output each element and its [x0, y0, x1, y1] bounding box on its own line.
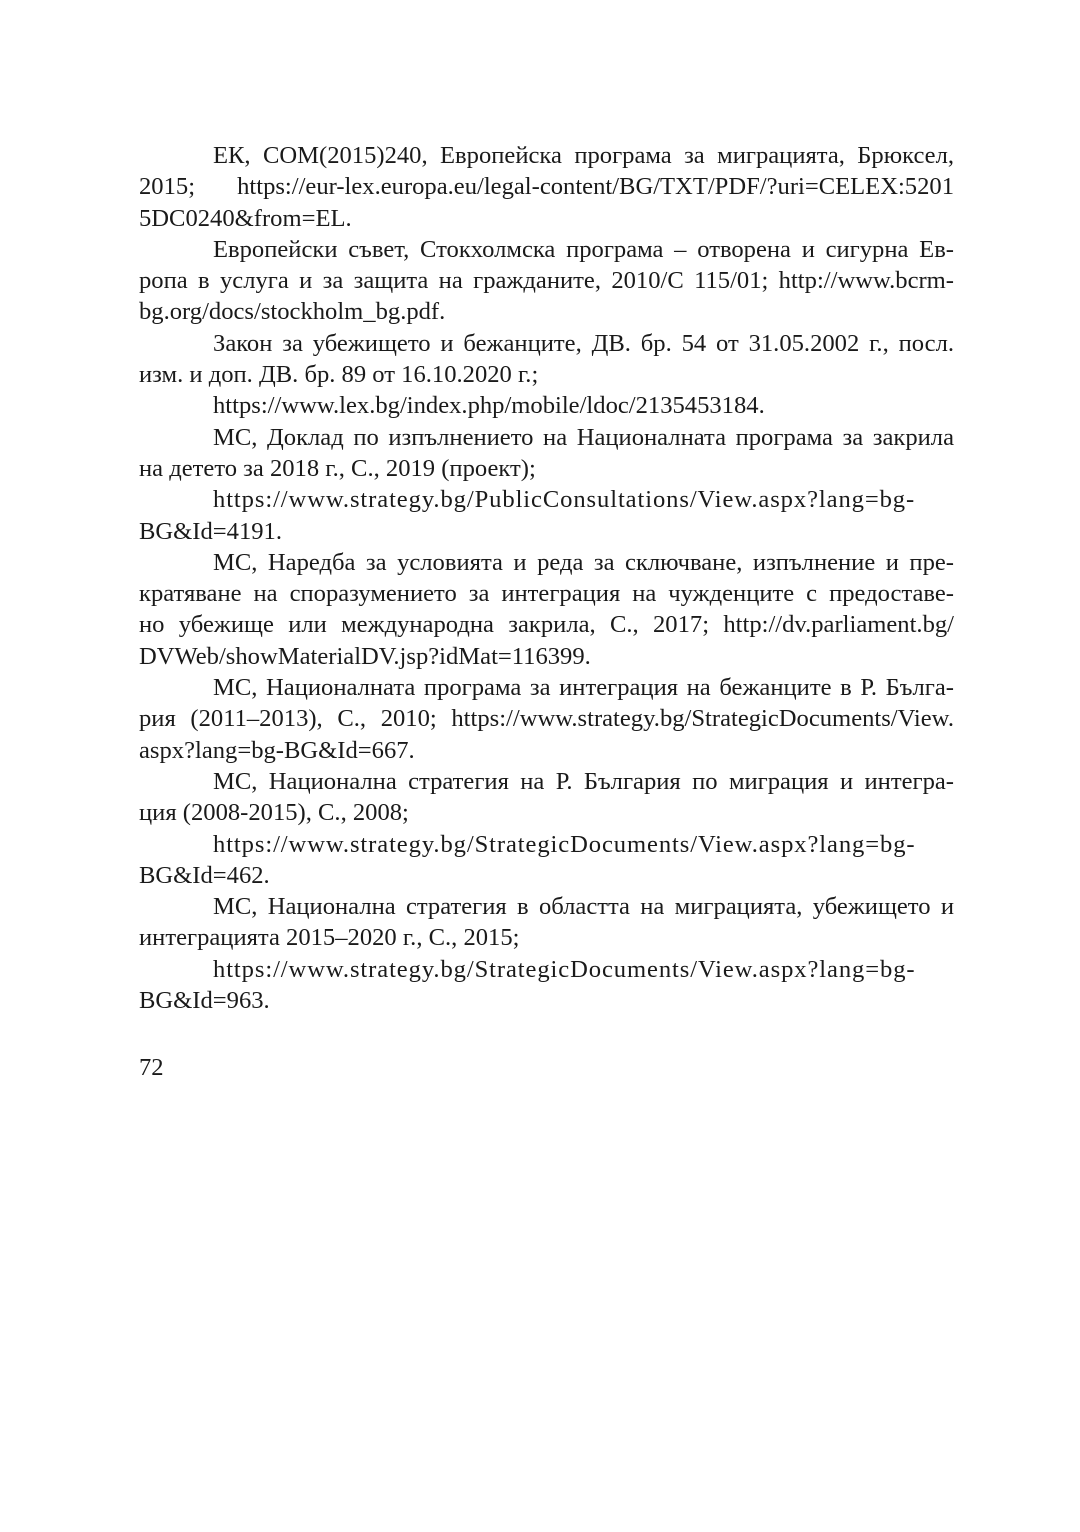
- reference-line: ЕК, COM(2015)240, Европейска програма за миграцията, Брюксел,: [213, 142, 954, 169]
- reference-line: https://www.strategy.bg/PublicConsultations/View.aspx?lang=bg-: [213, 486, 916, 514]
- reference-line: bg.org/docs/stockholm_bg.pdf.: [139, 298, 446, 326]
- reference-line: BG&Id=963.: [139, 987, 270, 1015]
- reference-line: МС, Доклад по изпълнението на Националната програма за закрила: [213, 423, 954, 451]
- reference-entry: [139, 234, 954, 328]
- reference-line: BG&Id=4191.: [139, 517, 282, 545]
- reference-line: изм. и доп. ДВ. бр. 89 от 16.10.2020 г.;: [139, 361, 539, 389]
- reference-line: https://www.strategy.bg/StrategicDocuments/View.aspx?lang=bg-: [213, 955, 916, 983]
- reference-line: 5DC0240&from=EL.: [139, 204, 352, 232]
- reference-line: https://www.lex.bg/index.php/mobile/ldoc/2135453184.: [213, 392, 765, 420]
- reference-line: МС, Национална стратегия в областта на миграцията, убежището и: [213, 893, 954, 921]
- reference-entry: [139, 672, 954, 766]
- reference-list: [139, 140, 954, 1016]
- reference-line: интеграцията 2015–2020 г., С., 2015;: [139, 924, 520, 952]
- reference-line: aspx?lang=bg-BG&Id=667.: [139, 736, 415, 764]
- reference-line: рия (2011–2013), С., 2010; https://www.strategy.bg/StrategicDocuments/View.: [139, 705, 954, 733]
- reference-entry: [139, 422, 954, 547]
- reference-line: https://www.strategy.bg/StrategicDocuments/View.aspx?lang=bg-: [213, 830, 916, 858]
- reference-line: DVWeb/showMaterialDV.jsp?idMat=116399.: [139, 642, 591, 670]
- page-number: 72: [139, 1054, 164, 1081]
- reference-line: но убежище или международна закрила, С., 2017; http://dv.parliament.bg/: [139, 611, 954, 639]
- reference-line: Закон за убежището и бежанците, ДВ. бр. 54 от 31.05.2002 г., посл.: [213, 329, 954, 357]
- reference-entry: [139, 891, 954, 1016]
- reference-entry: [139, 547, 954, 672]
- reference-entry: [139, 328, 954, 422]
- reference-line: ропа в услуга и за защита на гражданите, 2010/C 115/01; http://www.bcrm-: [139, 267, 954, 295]
- reference-entry: [139, 766, 954, 891]
- reference-line: 2015; https://eur-lex.europa.eu/legal-content/BG/TXT/PDF/?uri=CELEX:5201: [139, 173, 954, 201]
- reference-entry: [139, 140, 954, 234]
- reference-line: ция (2008-2015), С., 2008;: [139, 799, 409, 827]
- reference-line: МС, Националната програма за интеграция на бежанците в Р. Бълга-: [213, 674, 954, 702]
- reference-line: BG&Id=462.: [139, 861, 270, 889]
- reference-line: МС, Национална стратегия на Р. България по миграция и интегра-: [213, 767, 954, 795]
- reference-line: Европейски съвет, Стокхолмска програма – отворена и сигурна Ев-: [213, 235, 954, 263]
- reference-line: кратяване на споразумението за интеграция на чужденците с предоставе-: [139, 580, 954, 608]
- reference-line: на детето за 2018 г., С., 2019 (проект);: [139, 454, 536, 482]
- reference-line: МС, Наредба за условията и реда за сключване, изпълнение и пре-: [213, 548, 954, 576]
